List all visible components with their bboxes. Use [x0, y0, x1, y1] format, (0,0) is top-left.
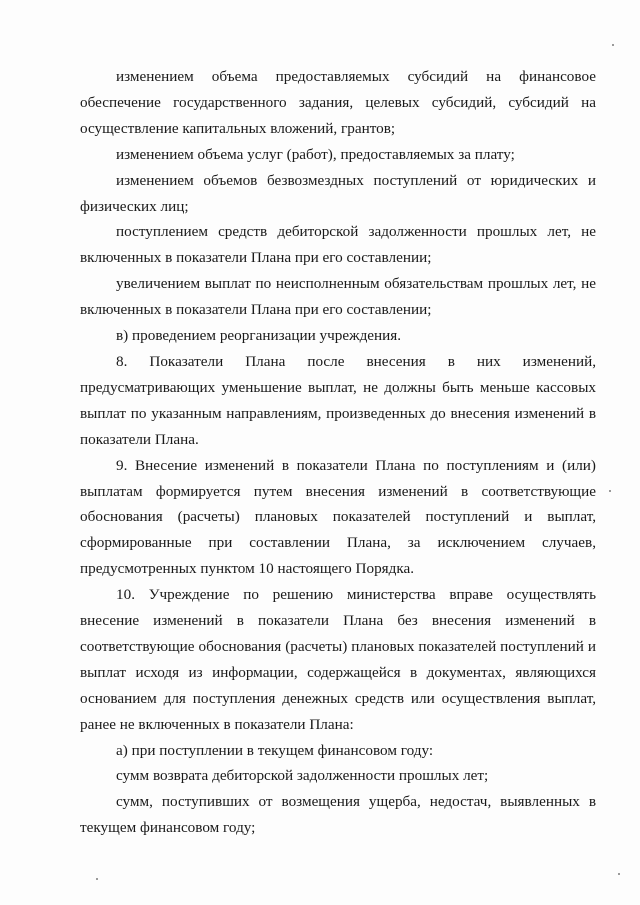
- paragraph-item-10: 10. Учреждение по решению министерства вправе осуществлять внесение изменений в показатели Плана без внесения изменений в соответствующие обоснования (расчеты) плановых показателей поступлений и выплат исходя из информации, содержащейся в документах, являющихся основанием для поступления денежных средств или осуществления выплат, ранее не включенных в показатели Плана:: [80, 586, 596, 733]
- paragraph-damage-compensation: сумм, поступивших от возмещения ущерба, недостач, выявленных в текущем финансовом году;: [80, 793, 596, 837]
- scan-speck: [96, 878, 98, 880]
- scan-speck: [618, 873, 620, 875]
- paragraph-reorganization: в) проведением реорганизации учреждения.: [116, 327, 402, 345]
- scan-speck: [612, 44, 614, 46]
- scan-speck: [609, 490, 611, 492]
- paragraph-item-9: 9. Внесение изменений в показатели Плана по поступлениям и (или) выплатам формируется путем внесения изменений в соответствующие обоснования (расчеты) плановых показателей поступлений и выплат, сформированные при составлении Плана, за исключением случаев, предусмотренных пунктом 10 настоящего Порядка.: [80, 456, 596, 578]
- paragraph-subitem-a: а) при поступлении в текущем финансовом году:: [116, 741, 434, 759]
- paragraph-receivables-receipt: поступлением средств дебиторской задолженности прошлых лет, не включенных в показатели Плана при его составлении;: [80, 223, 596, 267]
- paragraph-gratuitous-receipts: изменением объемов безвозмездных поступлений от юридических и физических лиц;: [80, 171, 596, 215]
- paragraph-receivables-return: сумм возврата дебиторской задолженности прошлых лет;: [116, 767, 489, 785]
- paragraph-payments-increase: увеличением выплат по неисполненным обязательствам прошлых лет, не включенных в показатели Плана при его составлении;: [80, 275, 596, 319]
- paragraph-services-change: изменением объема услуг (работ), предоставляемых за плату;: [116, 145, 515, 163]
- paragraph-item-8: 8. Показатели Плана после внесения в них изменений, предусматривающих уменьшение выплат, не должны быть меньше кассовых выплат по указанным направлениям, произведенных до внесения изменений в показатели Плана.: [80, 352, 596, 448]
- paragraph-subsidy-change: изменением объема предоставляемых субсидий на финансовое обеспечение государственного задания, целевых субсидий, субсидий на осуществление капитальных вложений, грантов;: [80, 68, 596, 137]
- document-body: [80, 64, 596, 841]
